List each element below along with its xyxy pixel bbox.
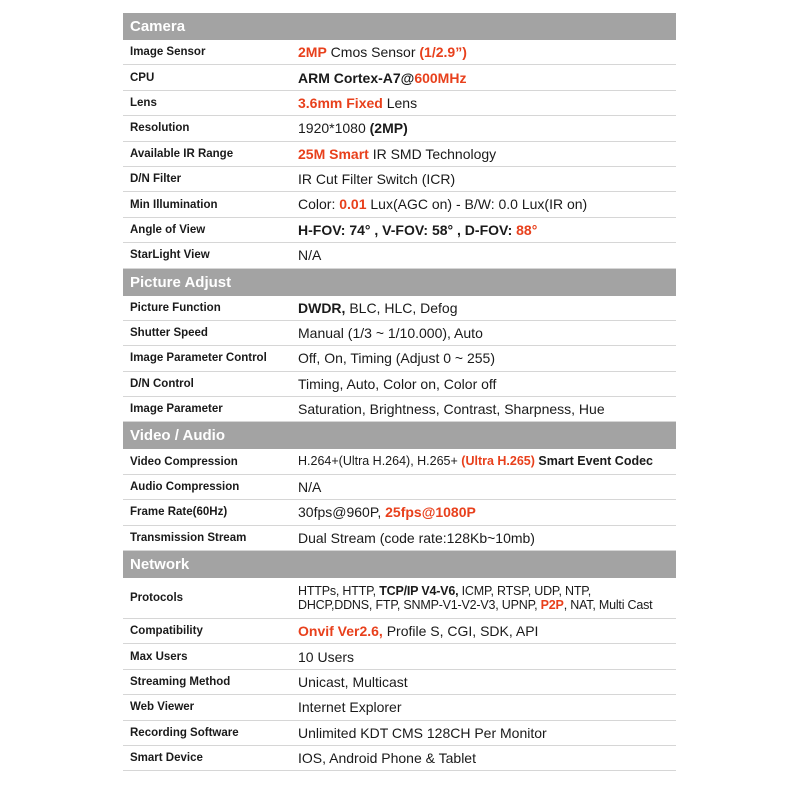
spec-value xyxy=(298,350,676,366)
spec-row-cpu xyxy=(123,65,676,90)
spec-value xyxy=(298,479,676,495)
section-header-network: Network xyxy=(123,551,676,578)
spec-label: Smart Device xyxy=(130,752,203,765)
value-segment: IOS, Android Phone & Tablet xyxy=(298,750,476,767)
value-segment: Internet Explorer xyxy=(298,699,402,716)
spec-label: Compatibility xyxy=(130,625,203,638)
spec-row-lens xyxy=(123,91,676,116)
spec-value xyxy=(298,376,676,392)
spec-label: Transmission Stream xyxy=(130,531,247,544)
spec-label: Available IR Range xyxy=(130,147,234,160)
value-segment: Lux(AGC on) - B/W: 0.0 Lux(IR on) xyxy=(366,196,588,213)
value-segment: ICMP, RTSP, UDP, NTP, xyxy=(458,583,592,598)
value-segment: IR SMD Technology xyxy=(368,145,497,162)
spec-row-d-n-filter xyxy=(123,167,676,192)
spec-row-compatibility xyxy=(123,619,676,644)
value-segment: 25fps@1080P xyxy=(385,504,476,521)
spec-value xyxy=(298,584,676,613)
spec-label: Lens xyxy=(130,96,157,109)
spec-label: Web Viewer xyxy=(130,701,195,714)
value-segment: N/A xyxy=(298,247,322,264)
section-header-picture-adjust: Picture Adjust xyxy=(123,269,676,296)
spec-row-min-illumination xyxy=(123,192,676,217)
value-segment: ARM Cortex-A7@ xyxy=(298,69,415,86)
spec-value xyxy=(298,120,676,136)
spec-label: Image Parameter Control xyxy=(130,352,267,365)
value-segment: 30fps@960P, xyxy=(298,504,386,521)
value-segment: 25M Smart xyxy=(298,145,369,162)
value-segment: Smart Event Codec xyxy=(534,454,654,469)
value-segment: (1/2.9”) xyxy=(419,44,467,61)
spec-label: Recording Software xyxy=(130,726,239,739)
spec-row-audio-compression xyxy=(123,475,676,500)
value-segment: 600MHz xyxy=(414,69,467,86)
value-segment: H-FOV: 74° , V-FOV: 58° , D-FOV: xyxy=(298,221,517,238)
spec-label: Protocols xyxy=(130,592,184,605)
spec-label: D/N Filter xyxy=(130,173,182,186)
value-segment: (Ultra H.265) xyxy=(461,454,535,469)
spec-value xyxy=(298,699,676,715)
spec-value xyxy=(298,146,676,162)
spec-label: Streaming Method xyxy=(130,676,231,688)
value-segment: 0.01 xyxy=(339,196,367,213)
spec-value xyxy=(298,325,676,341)
spec-row-protocols xyxy=(123,578,676,619)
spec-row-available-ir-range xyxy=(123,142,676,167)
spec-label: Min Illumination xyxy=(130,198,218,211)
value-segment: 88° xyxy=(516,221,538,238)
spec-label: Audio Compression xyxy=(130,481,240,494)
spec-row-image-sensor xyxy=(123,40,676,65)
value-segment: Cmos Sensor xyxy=(326,44,420,61)
spec-row-video-compression xyxy=(123,449,676,474)
spec-label: Picture Function xyxy=(130,301,221,314)
value-segment: P2P xyxy=(540,598,564,613)
spec-value xyxy=(298,649,676,665)
spec-row-d-n-control xyxy=(123,372,676,397)
spec-row-max-users xyxy=(123,644,676,669)
value-segment: , NAT, Multi Cast xyxy=(563,598,653,613)
spec-label: CPU xyxy=(130,71,155,84)
spec-label: D/N Control xyxy=(130,377,194,390)
value-segment: Dual Stream (code rate:128Kb~10mb) xyxy=(298,529,535,546)
spec-row-transmission-stream xyxy=(123,526,676,551)
spec-label: Shutter Speed xyxy=(130,327,208,340)
section-header-camera: Camera xyxy=(123,13,676,40)
spec-row-recording-software xyxy=(123,721,676,746)
spec-label: StarLight View xyxy=(130,249,210,262)
spec-label: Frame Rate(60Hz) xyxy=(130,506,228,519)
spec-value xyxy=(298,95,676,111)
spec-row-web-viewer xyxy=(123,695,676,720)
value-segment: N/A xyxy=(298,479,322,495)
value-segment: TCP/IP V4-V6, xyxy=(379,583,459,598)
spec-label: Image Parameter xyxy=(130,403,223,416)
spec-row-angle-of-view xyxy=(123,218,676,243)
spec-label: Video Compression xyxy=(130,455,238,468)
value-segment: Saturation, Brightness, Contrast, Sharpness, Hue xyxy=(298,401,605,418)
spec-label: Resolution xyxy=(130,122,190,135)
spec-row-image-parameter-control xyxy=(123,346,676,371)
value-segment: H.264+(Ultra H.264), H.265+ xyxy=(298,454,462,469)
spec-row-frame-rate-60hz xyxy=(123,500,676,525)
value-segment: Timing, Auto, Color on, Color off xyxy=(298,375,497,392)
value-segment: Unlimited KDT CMS 128CH Per Monitor xyxy=(298,724,547,741)
spec-value xyxy=(298,674,676,690)
value-segment: 10 Users xyxy=(298,648,355,665)
spec-value xyxy=(298,171,676,187)
value-segment: DWDR, xyxy=(298,299,346,316)
value-segment: IR Cut Filter Switch (ICR) xyxy=(298,171,456,188)
spec-row-shutter-speed xyxy=(123,321,676,346)
spec-value xyxy=(298,401,676,417)
spec-row-streaming-method xyxy=(123,670,676,695)
value-segment: 2MP xyxy=(298,44,327,61)
value-segment: Lens xyxy=(382,94,418,111)
value-segment: BLC, HLC, Defog xyxy=(345,299,458,316)
spec-row-starlight-view xyxy=(123,243,676,268)
value-segment: Unicast, Multicast xyxy=(298,673,408,690)
value-segment: DHCP,DDNS, FTP, SNMP-V1-V2-V3, UPNP, xyxy=(298,598,541,613)
value-segment: Off, On, Timing (Adjust 0 ~ 255) xyxy=(298,350,495,367)
spec-row-picture-function xyxy=(123,296,676,321)
spec-label: Image Sensor xyxy=(130,46,206,59)
spec-row-image-parameter xyxy=(123,397,676,422)
value-segment: HTTPs, HTTP, xyxy=(298,583,380,598)
spec-value xyxy=(298,750,676,766)
section-header-video-audio: Video / Audio xyxy=(123,422,676,449)
value-segment: 3.6mm Fixed xyxy=(298,94,383,111)
spec-value xyxy=(298,725,676,741)
value-segment: (2MP) xyxy=(369,120,408,137)
value-line xyxy=(298,598,676,612)
spec-value xyxy=(298,222,676,238)
value-segment: Color: xyxy=(298,196,340,213)
spec-value xyxy=(298,247,676,263)
spec-value xyxy=(298,504,676,520)
spec-label: Max Users xyxy=(130,650,188,663)
spec-value xyxy=(298,70,676,86)
spec-value xyxy=(298,454,676,468)
value-segment: 1920*1080 xyxy=(298,120,370,137)
spec-label: Angle of View xyxy=(130,223,206,236)
value-segment: Profile S, CGI, SDK, API xyxy=(382,623,539,640)
spec-value xyxy=(298,300,676,316)
spec-table xyxy=(123,13,676,771)
value-segment: Onvif Ver2.6, xyxy=(298,623,383,640)
value-line xyxy=(298,584,676,598)
spec-value xyxy=(298,44,676,60)
spec-row-resolution xyxy=(123,116,676,141)
spec-value xyxy=(298,623,676,639)
spec-value xyxy=(298,196,676,212)
value-segment: Manual (1/3 ~ 1/10.000), Auto xyxy=(298,325,483,342)
spec-value xyxy=(298,530,676,546)
spec-row-smart-device xyxy=(123,746,676,771)
